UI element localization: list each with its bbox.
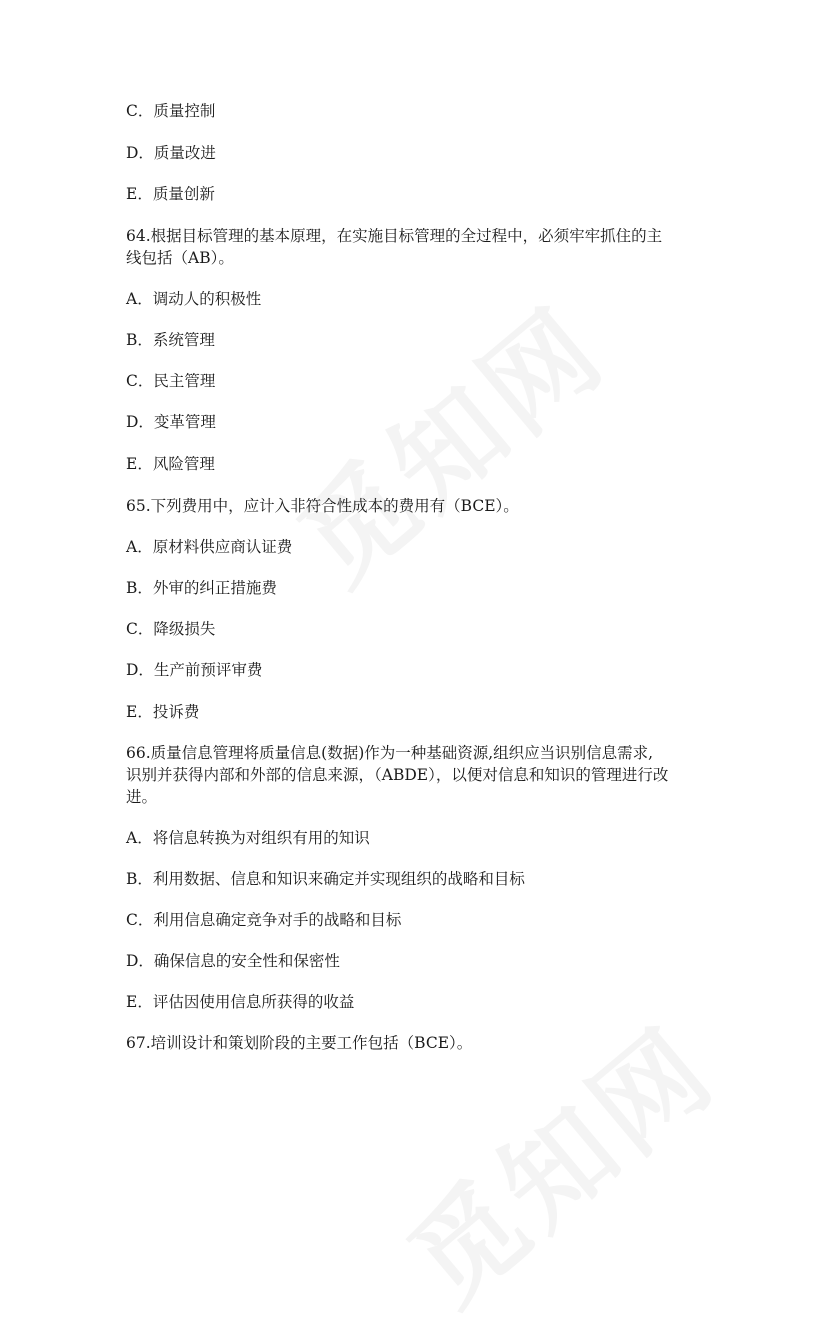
option-a: A．调动人的积极性: [126, 290, 262, 308]
question-67: 67.培训设计和策划阶段的主要工作包括（BCE）。: [126, 1034, 473, 1052]
option-c: C．质量控制: [126, 102, 216, 120]
option-a: A．原材料供应商认证费: [126, 538, 293, 556]
option-c: C．降级损失: [126, 620, 216, 638]
option-d: D．变革管理: [126, 413, 216, 431]
watermark: [261, 265, 634, 614]
question-64-line2: 线包括（AB）。: [126, 249, 234, 267]
option-b: B．利用数据、信息和知识来确定并实现组织的战略和目标: [126, 870, 525, 888]
question-64-line1: 64.根据目标管理的基本原理，在实施目标管理的全过程中，必须牢牢抓住的主: [126, 227, 663, 245]
option-d: D．生产前预评审费: [126, 661, 263, 679]
option-b: B．外审的纠正措施费: [126, 579, 277, 597]
question-66-line3: 进。: [126, 788, 158, 806]
option-d: D．确保信息的安全性和保密性: [126, 952, 340, 970]
option-c: C．利用信息确定竞争对手的战略和目标: [126, 911, 402, 929]
option-d: D．质量改进: [126, 144, 216, 162]
option-c: C．民主管理: [126, 372, 216, 390]
option-e: E．风险管理: [126, 455, 215, 473]
option-a: A．将信息转换为对组织有用的知识: [126, 829, 370, 847]
option-e: E．质量创新: [126, 185, 215, 203]
option-e: E．评估因使用信息所获得的收益: [126, 993, 355, 1011]
question-65: 65.下列费用中，应计入非符合性成本的费用有（BCE）。: [126, 497, 519, 515]
option-e: E．投诉费: [126, 703, 200, 721]
option-b: B．系统管理: [126, 331, 215, 349]
question-66-line2: 识别并获得内部和外部的信息来源，（ABDE），以便对信息和知识的管理进行改: [126, 766, 669, 784]
question-66-line1: 66.质量信息管理将质量信息(数据)作为一种基础资源,组织应当识别信息需求,: [126, 744, 654, 762]
